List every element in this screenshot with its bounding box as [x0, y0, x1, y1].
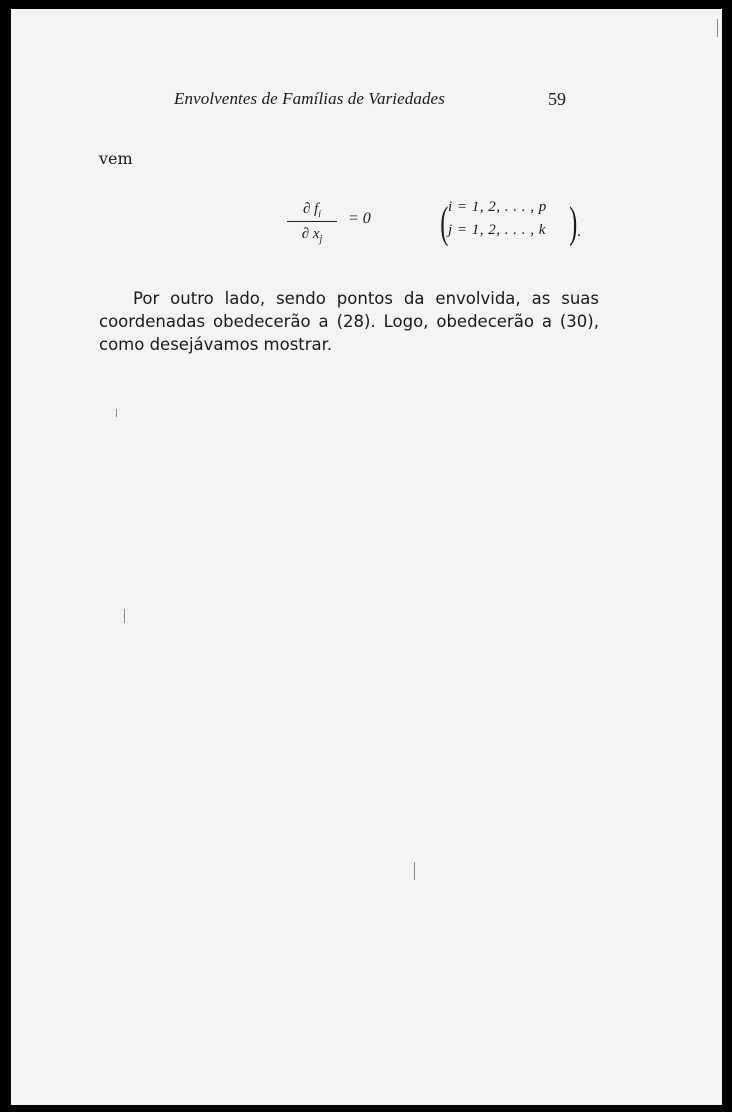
intro-word: vem [99, 149, 133, 168]
index-condition-j: j = 1, 2, . . . , k [448, 222, 546, 238]
equation-rhs: = 0 [348, 210, 371, 227]
paragraph-line: coordenadas obedecerão a (28). Logo, obedecerão a (30), [99, 312, 599, 331]
paragraph-line: Por outro lado, sendo pontos da envolvida, as suas [133, 289, 599, 308]
paper-speck [124, 609, 125, 623]
partial-derivative-fraction [287, 199, 337, 244]
page-number: 59 [548, 89, 566, 109]
document-page [11, 9, 722, 1105]
right-paren: ) [569, 198, 578, 247]
index-condition-i: i = 1, 2, . . . , p [448, 199, 547, 215]
paragraph-line: como desejávamos mostrar. [99, 335, 333, 354]
fraction-bar [287, 221, 337, 222]
fraction-numerator: ∂ $f_i$ [302, 201, 322, 220]
left-paren: ( [440, 198, 449, 247]
equation-period: . [577, 223, 581, 240]
running-title: Envolventes de Famílias de Variedades [174, 89, 445, 108]
fraction-denominator: ∂ $x_j$ [301, 226, 323, 245]
paper-speck [414, 862, 415, 880]
paper-speck [717, 19, 718, 37]
paper-speck [116, 409, 117, 417]
body-paragraph [99, 287, 599, 356]
